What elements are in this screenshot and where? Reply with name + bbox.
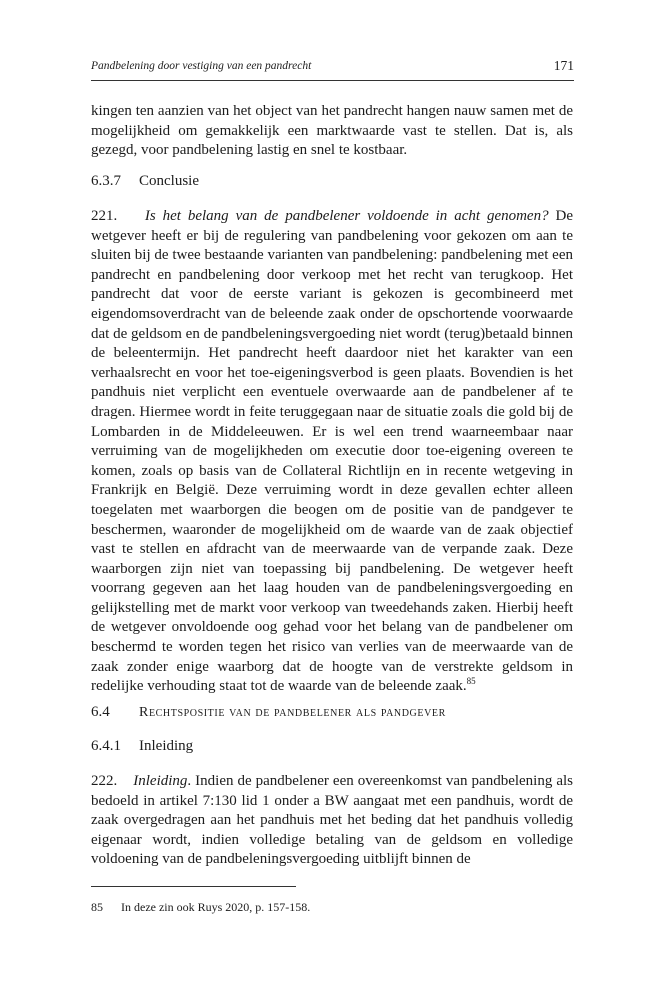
section-title: Conclusie [139, 173, 199, 189]
section-heading-6-4 [91, 703, 446, 723]
paragraph-lead: Is het belang van de pandbelener voldoende in acht genomen? [144, 208, 549, 224]
footnote-rule [91, 886, 296, 887]
paragraph-221-block [91, 207, 573, 697]
section-number: 6.4.1 [91, 738, 121, 754]
header-rule [91, 80, 574, 81]
paragraph-text: . Indien de pandbelener een overeenkomst van pandbelening als bedoeld in artikel 7:130 lid 1 onder a BW aangaat met een pandhuis, wordt de zaak overgedragen aan het pandhuis met het beding dat het pandhuis volledig eigenaar wordt, indien volledige betaling van de geldsom en volledige voldoening van de pandbeleningsvergoeding uitblijft binnen de [91, 773, 574, 868]
footnote [91, 900, 310, 915]
paragraph-222 [91, 772, 573, 870]
paragraph-text: De wetgever heeft er bij de regulering van pandbelening voor gekozen om aan te sluiten bij de twee bestaande varianten van pandbelening: pandbelening met een pandrecht en pandbelening door verkoop met het recht van terugkoop. Het pandrecht dat voor de eerste variant is gekozen is gecombineerd met eigendomsoverdracht van de beleende zaak onder de opschortende voorwaarde dat de geldsom en de pandbeleningsvergoeding niet wordt (terug)betaald binnen de beleentermijn. Het pandrecht heeft daardoor niet het karakter van een verhaalsrecht en voor het toe-eigeningsverbod is geen plaats. Bovendien is het pandhuis niet verplicht een eventuele overwaarde aan de pandbelener af te dragen. Hiermee wordt in feite teruggegaan naar de situatie zoals die gold bij de Lombarden in de Middeleeuwen. Er is wel een trend waarneembaar naar verruiming van de mogelijkheden om executie door toe-eigening overeen te komen, zoals op basis van de Collateral Richtlijn en in recente wetgeving in Frankrijk en België. Deze verruiming wordt in deze gevallen echter alleen toegelaten met waarborgen die beogen om de positie van de pandgever te beschermen, waaronder de mogelijkheid om de waarde van de zaak objectief vast te stellen en afdracht van de meerwaarde van de verpande zaak. Deze waarborgen zijn niet van toepassing bij pandbelening. De wetgever heeft voorrang gegeven aan het laag houden van de pandbeleningsvergoeding en gelijkstelling met de markt voor verkoop van tweedehands zaken. Hierbij heeft de wetgever onvoldoende oog gehad voor het belang van de pandbelener om beschermd te worden tegen het risico van verlies van de meerwaarde van de zaak zonder enige waarborg dat de hoogte van de verstrekte geldsom in redelijke verhouding staat tot de waarde van de beleende zaak. [91, 208, 573, 695]
paragraph-number: 221. [91, 208, 118, 224]
section-title: Inleiding [139, 738, 194, 754]
running-head [91, 58, 574, 78]
section-heading-6-3-7 [91, 172, 199, 192]
carryover-paragraph-block [91, 102, 573, 161]
page-number: 171 [553, 58, 574, 73]
running-head-title: Pandbelening door vestiging van een pandrecht [91, 60, 312, 72]
paragraph-lead: Inleiding [133, 773, 188, 789]
paragraph-number: 222. [91, 773, 118, 789]
section-number: 6.4 [91, 704, 110, 720]
section-number: 6.3.7 [91, 173, 121, 189]
footnote-text: In deze zin ook Ruys 2020, p. 157-158. [121, 900, 311, 914]
carryover-paragraph: kingen ten aanzien van het object van het pandrecht hangen nauw samen met de mogelijkheid om gemakkelijk een marktwaarde vast te stellen. Dat is, als gezegd, voor pandbelening lastig en snel te kostbaar. [91, 103, 573, 159]
section-heading-6-4-1 [91, 737, 193, 757]
paragraph-222-block [91, 772, 573, 870]
paragraph-221 [91, 207, 573, 697]
section-title: Rechtspositie van de pandbelener als pandgever [139, 705, 446, 720]
footnote-number: 85 [91, 900, 103, 914]
footnote-reference: 85 [466, 676, 476, 687]
